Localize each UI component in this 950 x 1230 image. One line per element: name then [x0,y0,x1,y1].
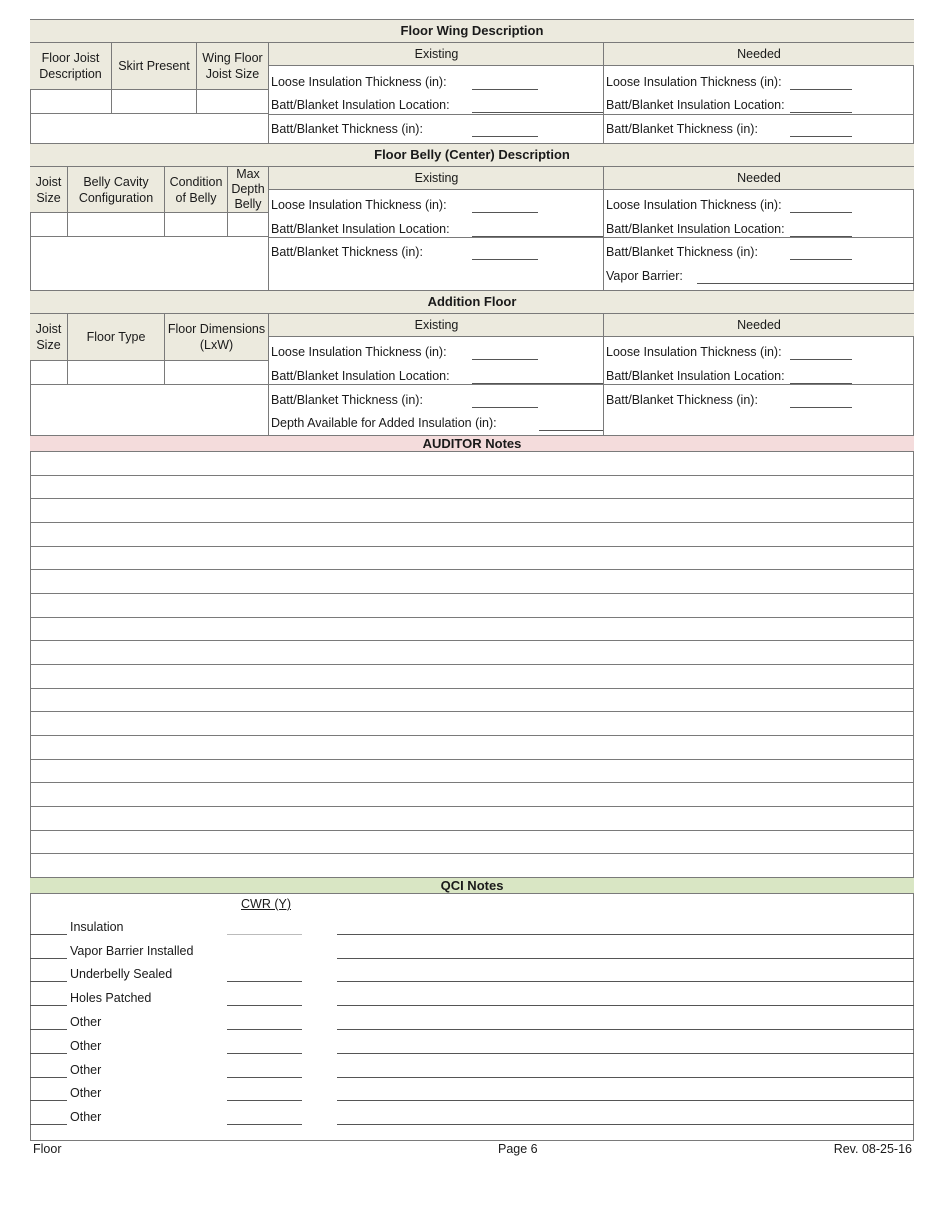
wing-needed-batt-location-label: Batt/Blanket Insulation Location: [606,98,785,112]
auditor-note-line[interactable] [30,522,914,523]
qci-note-input[interactable] [337,934,914,935]
addition-floor-title: Addition Floor [30,290,914,314]
qci-note-input[interactable] [337,1077,914,1078]
col-max-depth-belly: Max Depth Belly [227,167,268,213]
belly-needed-batt-location-label: Batt/Blanket Insulation Location: [606,222,785,236]
addition-needed-loose-input[interactable] [790,359,852,360]
auditor-note-line[interactable] [30,853,914,854]
input-wing-floor-joist-size[interactable] [196,90,268,114]
qci-item-label: Underbelly Sealed [70,967,173,981]
qci-item-label: Other [70,1015,102,1029]
qci-note-input[interactable] [337,1053,914,1054]
addition-needed-loose-label: Loose Insulation Thickness (in): [606,345,782,359]
addition-existing-header: Existing [268,314,604,337]
floor-belly-title: Floor Belly (Center) Description [30,143,914,167]
divider [268,43,269,143]
divider [603,384,914,385]
qci-item-label: Vapor Barrier Installed [70,944,194,958]
addition-existing-batt-thickness-input[interactable] [472,407,538,408]
belly-needed-loose-input[interactable] [790,212,852,213]
wing-needed-batt-location-input[interactable] [790,112,852,113]
auditor-note-line[interactable] [30,688,914,689]
divider [268,384,604,385]
auditor-note-line[interactable] [30,735,914,736]
input-belly-cavity-configuration[interactable] [67,213,164,237]
input-belly-joist-size[interactable] [30,213,67,237]
auditor-note-line[interactable] [30,640,914,641]
input-max-depth-belly[interactable] [227,213,268,237]
divider [268,237,604,238]
footer-revision: Rev. 08-25-16 [833,1142,912,1156]
auditor-note-line[interactable] [30,759,914,760]
wing-needed-loose-label: Loose Insulation Thickness (in): [606,75,782,89]
qci-item-label: Insulation [70,920,124,934]
qci-check-input[interactable] [30,1053,67,1054]
belly-existing-batt-thickness-input[interactable] [472,259,538,260]
qci-check-input[interactable] [30,1124,67,1125]
addition-existing-depth-label: Depth Available for Added Insulation (in): [271,416,497,430]
divider [603,114,914,115]
col-condition-of-belly: Condition of Belly [164,167,227,213]
addition-needed-header: Needed [603,314,914,337]
wing-existing-batt-thickness-input[interactable] [472,136,538,137]
wing-existing-header: Existing [268,43,604,66]
qci-item-label: Other [70,1110,102,1124]
qci-check-input[interactable] [30,981,67,982]
col-floor-type: Floor Type [67,314,164,361]
wing-needed-loose-input[interactable] [790,89,852,90]
belly-needed-batt-thickness-input[interactable] [790,259,852,260]
wing-needed-batt-thickness-label: Batt/Blanket Thickness (in): [606,122,758,136]
qci-note-input[interactable] [337,1005,914,1006]
col-skirt-present: Skirt Present [111,43,196,90]
qci-item-label: Other [70,1039,102,1053]
footer-section-name: Floor [33,1142,62,1156]
addition-needed-batt-location-input[interactable] [790,383,852,384]
belly-existing-batt-location-label: Batt/Blanket Insulation Location: [271,222,450,236]
auditor-notes-title: AUDITOR Notes [30,435,914,452]
input-skirt-present[interactable] [111,90,196,114]
floor-wing-title: Floor Wing Description [30,19,914,43]
qci-check-input[interactable] [30,1100,67,1101]
belly-existing-header: Existing [268,167,604,190]
qci-note-input[interactable] [337,1029,914,1030]
wing-needed-header: Needed [603,43,914,66]
qci-note-input[interactable] [337,1100,914,1101]
input-floor-dimensions[interactable] [164,361,268,385]
addition-existing-loose-input[interactable] [472,359,538,360]
belly-existing-batt-location-input[interactable] [472,236,603,237]
auditor-note-line[interactable] [30,569,914,570]
divider [268,167,269,290]
belly-needed-header: Needed [603,167,914,190]
divider [603,314,604,435]
belly-needed-batt-location-input[interactable] [790,236,852,237]
divider [268,114,604,115]
auditor-note-line[interactable] [30,498,914,499]
auditor-note-line[interactable] [30,617,914,618]
wing-existing-batt-location-label: Batt/Blanket Insulation Location: [271,98,450,112]
wing-existing-loose-input[interactable] [472,89,538,90]
belly-existing-batt-thickness-label: Batt/Blanket Thickness (in): [271,245,423,259]
belly-existing-loose-input[interactable] [472,212,538,213]
qci-cwr-input[interactable] [227,1124,302,1125]
qci-check-input[interactable] [30,934,67,935]
qci-cwr-input[interactable] [227,1100,302,1101]
col-addition-joist-size: Joist Size [30,314,67,361]
auditor-note-line[interactable] [30,475,914,476]
qci-note-input[interactable] [337,981,914,982]
auditor-note-line[interactable] [30,806,914,807]
wing-existing-batt-location-input[interactable] [472,112,603,113]
qci-check-input[interactable] [30,1077,67,1078]
addition-existing-batt-thickness-label: Batt/Blanket Thickness (in): [271,393,423,407]
qci-cwr-input[interactable] [227,1005,302,1006]
auditor-note-line[interactable] [30,664,914,665]
col-wing-floor-joist-size: Wing Floor Joist Size [196,43,268,90]
addition-needed-batt-location-label: Batt/Blanket Insulation Location: [606,369,785,383]
belly-needed-vapor-barrier-label: Vapor Barrier: [606,269,683,283]
input-condition-of-belly[interactable] [164,213,227,237]
qci-check-input[interactable] [30,1005,67,1006]
wing-existing-batt-thickness-label: Batt/Blanket Thickness (in): [271,122,423,136]
belly-needed-loose-label: Loose Insulation Thickness (in): [606,198,782,212]
cwr-header: CWR (Y) [241,897,291,911]
col-belly-cavity-configuration: Belly Cavity Configuration [67,167,164,213]
qci-check-input[interactable] [30,1029,67,1030]
qci-cwr-input[interactable] [227,1077,302,1078]
qci-item-label: Other [70,1063,102,1077]
qci-check-input[interactable] [30,958,67,959]
qci-cwr-input[interactable] [227,1029,302,1030]
auditor-note-line[interactable] [30,782,914,783]
divider [603,167,604,290]
divider [603,43,604,143]
col-belly-joist-size: Joist Size [30,167,67,213]
addition-existing-loose-label: Loose Insulation Thickness (in): [271,345,447,359]
input-floor-type[interactable] [67,361,164,385]
addition-needed-batt-thickness-label: Batt/Blanket Thickness (in): [606,393,758,407]
addition-existing-depth-input[interactable] [539,430,603,431]
wing-needed-batt-thickness-input[interactable] [790,136,852,137]
qci-cwr-input[interactable] [227,934,302,935]
input-addition-joist-size[interactable] [30,361,67,385]
auditor-note-line[interactable] [30,593,914,594]
input-floor-joist-description[interactable] [30,90,111,114]
qci-item-label: Holes Patched [70,991,152,1005]
wing-existing-loose-label: Loose Insulation Thickness (in): [271,75,447,89]
auditor-note-line[interactable] [30,830,914,831]
belly-needed-vapor-barrier-input[interactable] [697,283,914,284]
divider [603,237,914,238]
qci-note-input[interactable] [337,958,914,959]
auditor-note-line[interactable] [30,711,914,712]
qci-cwr-input[interactable] [227,981,302,982]
addition-needed-batt-thickness-input[interactable] [790,407,852,408]
qci-cwr-input[interactable] [227,1053,302,1054]
addition-existing-batt-location-input[interactable] [472,383,603,384]
belly-existing-loose-label: Loose Insulation Thickness (in): [271,198,447,212]
qci-item-label: Other [70,1086,102,1100]
qci-notes-title: QCI Notes [30,877,914,894]
col-floor-dimensions: Floor Dimensions (LxW) [164,314,268,361]
footer-page-number: Page 6 [498,1142,538,1156]
divider [268,314,269,435]
auditor-note-line[interactable] [30,546,914,547]
col-floor-joist-description: Floor Joist Description [30,43,111,90]
addition-existing-batt-location-label: Batt/Blanket Insulation Location: [271,369,450,383]
qci-note-input[interactable] [337,1124,914,1125]
belly-needed-batt-thickness-label: Batt/Blanket Thickness (in): [606,245,758,259]
